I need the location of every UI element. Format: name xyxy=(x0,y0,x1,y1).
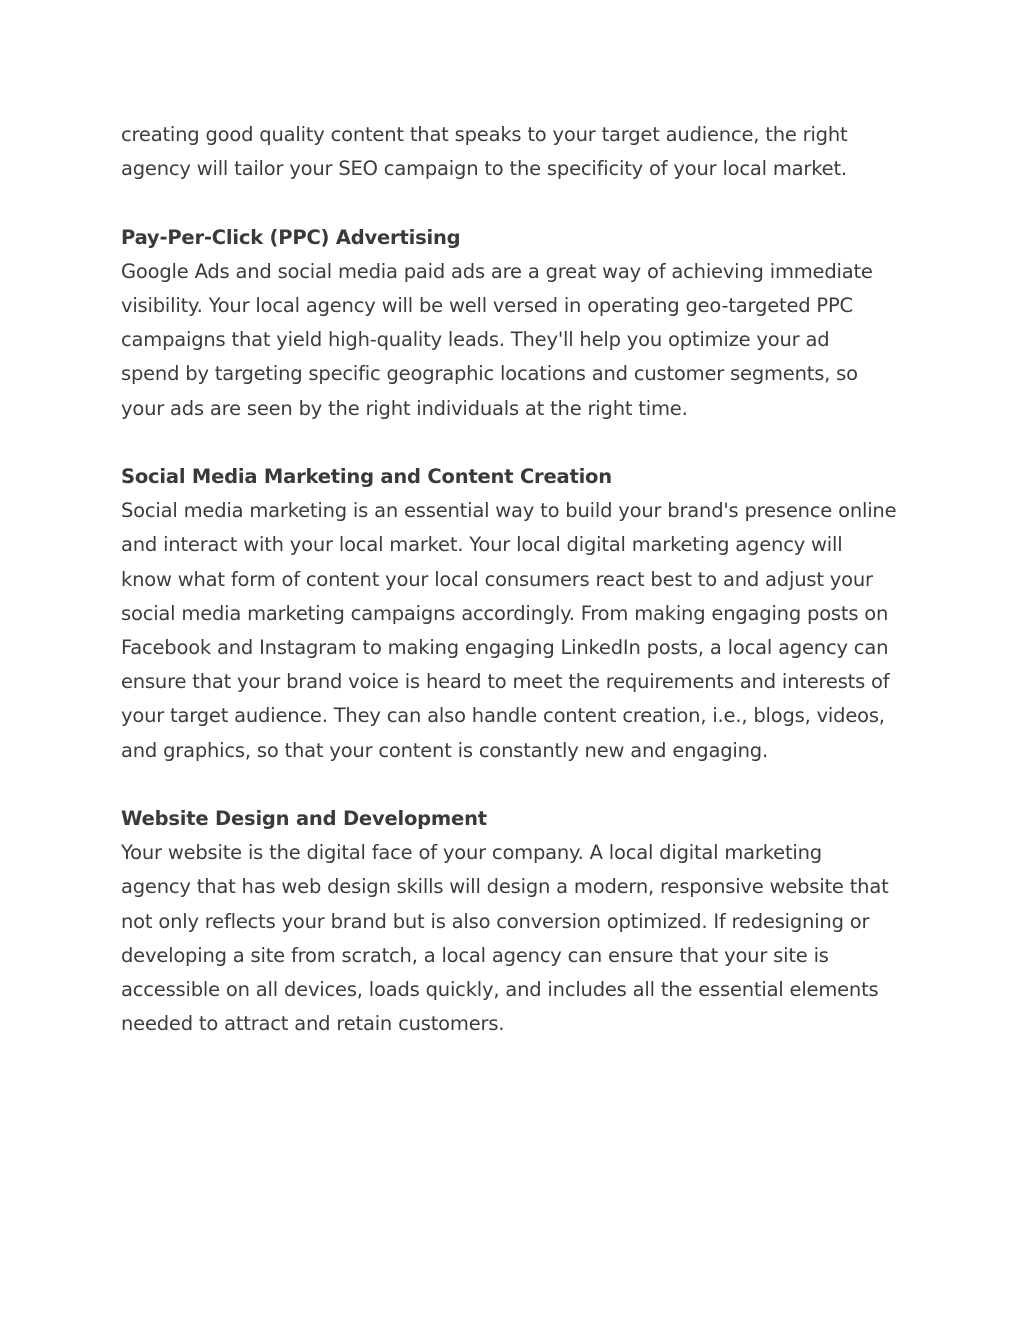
body-line: campaigns that yield high-quality leads. They'll help you optimize your ad xyxy=(121,328,830,352)
paragraph-gap xyxy=(121,426,921,460)
body-line: Social media marketing is an essential way to build your brand's presence online xyxy=(121,499,897,523)
document-body xyxy=(121,118,921,1041)
body-line: developing a site from scratch, a local agency can ensure that your site is xyxy=(121,943,829,967)
body-line: and interact with your local market. Your local digital marketing agency will xyxy=(121,533,843,557)
body-line: agency that has web design skills will design a modern, responsive website that xyxy=(121,875,889,899)
paragraph-gap xyxy=(121,186,921,220)
body-line: Your website is the digital face of your company. A local digital marketing xyxy=(121,841,822,865)
body-line: spend by targeting specific geographic locations and customer segments, so xyxy=(121,362,858,386)
body-line: creating good quality content that speaks to your target audience, the right xyxy=(121,123,848,146)
section-heading: Social Media Marketing and Content Creation xyxy=(121,465,612,488)
body-line: visibility. Your local agency will be well versed in operating geo-targeted PPC xyxy=(121,294,853,317)
body-line: ensure that your brand voice is heard to meet the requirements and interests of xyxy=(121,670,890,694)
body-line: know what form of content your local consumers react best to and adjust your xyxy=(121,567,873,591)
section-heading: Pay-Per-Click (PPC) Advertising xyxy=(121,225,461,249)
body-line: not only reflects your brand but is also conversion optimized. If redesigning or xyxy=(121,909,870,933)
body-line: Google Ads and social media paid ads are a great way of achieving immediate xyxy=(121,259,873,283)
body-line: your target audience. They can also handle content creation, i.e., blogs, videos, xyxy=(121,704,885,728)
body-line: accessible on all devices, loads quickly, and includes all the essential elements xyxy=(121,978,879,1002)
body-line: social media marketing campaigns accordingly. From making engaging posts on xyxy=(121,601,889,625)
body-line: your ads are seen by the right individuals at the right time. xyxy=(121,396,688,420)
body-line: Facebook and Instagram to making engaging LinkedIn posts, a local agency can xyxy=(121,636,889,660)
section-heading: Website Design and Development xyxy=(121,807,487,831)
body-line: and graphics, so that your content is constantly new and engaging. xyxy=(121,738,768,762)
paragraph-gap xyxy=(121,768,921,802)
body-line: agency will tailor your SEO campaign to the specificity of your local market. xyxy=(121,157,847,181)
body-line: needed to attract and retain customers. xyxy=(121,1012,505,1036)
